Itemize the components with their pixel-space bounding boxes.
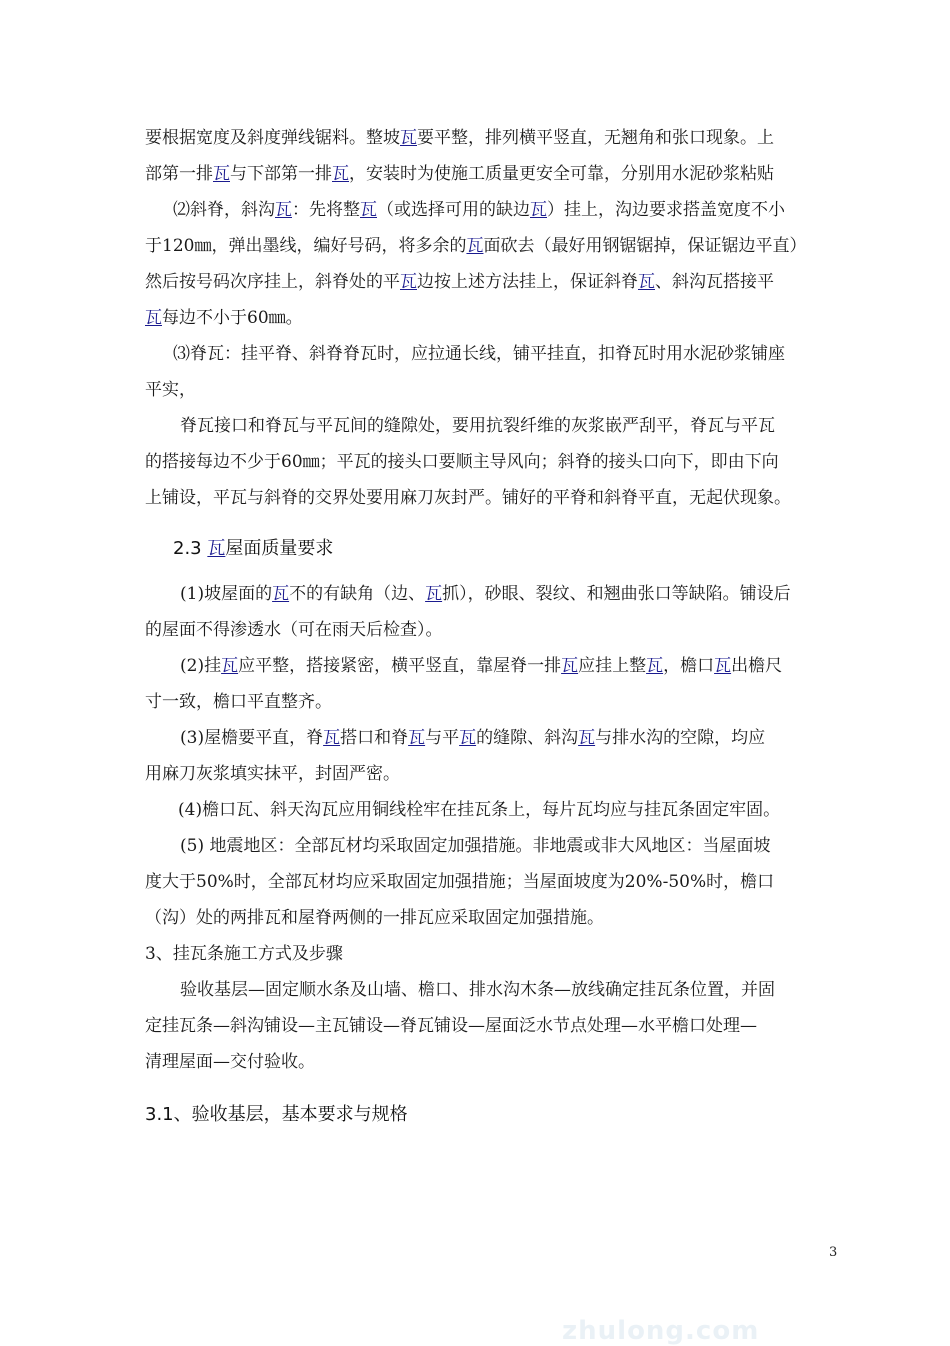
term-link[interactable]: 瓦 — [530, 200, 547, 220]
text-run: 于120㎜，弹出墨线，编好号码，将多余的 — [145, 236, 467, 256]
paragraph-line — [173, 344, 785, 364]
page-number: 3 — [829, 1245, 838, 1260]
paragraph-line — [145, 128, 774, 148]
term-link[interactable]: 瓦 — [145, 308, 162, 328]
paragraph-line — [145, 908, 604, 928]
text-run: (2)挂 — [180, 656, 222, 676]
text-run: 的屋面不得渗透水（可在雨天后检查）。 — [145, 620, 443, 640]
paragraph-line — [180, 416, 775, 436]
text-run: 与排水沟的空隙，均应 — [595, 728, 766, 748]
paragraph-line — [180, 836, 770, 856]
text-run: 不的有缺角（边、 — [289, 584, 426, 604]
term-link[interactable]: 瓦 — [323, 728, 341, 748]
term-link[interactable]: 瓦 — [400, 128, 417, 148]
term-link[interactable]: 瓦 — [360, 200, 377, 220]
text-run: 每边不小于60㎜。 — [162, 308, 303, 328]
text-run: 脊瓦接口和脊瓦与平瓦间的缝隙处，要用抗裂纤维的灰浆嵌严刮平，脊瓦与平瓦 — [180, 416, 775, 436]
section-heading — [173, 538, 333, 560]
text-run: 然后按号码次序挂上，斜脊处的平 — [145, 272, 400, 292]
term-link[interactable]: 瓦 — [638, 272, 655, 292]
term-link[interactable]: 瓦 — [561, 656, 579, 676]
term-link[interactable]: 瓦 — [646, 656, 664, 676]
paragraph-line — [145, 164, 774, 184]
text-run: ⑵斜脊，斜沟 — [173, 200, 275, 220]
term-link[interactable]: 瓦 — [714, 656, 732, 676]
term-link[interactable]: 瓦 — [332, 164, 349, 184]
text-run: ，檐口 — [663, 656, 715, 676]
term-link[interactable]: 瓦 — [275, 200, 292, 220]
text-run: 3.1、验收基层，基本要求与规格 — [145, 1104, 408, 1125]
text-run: ⑶脊瓦：挂平脊、斜脊脊瓦时，应拉通长线，铺平挂直，扣脊瓦时用水泥砂浆铺座 — [173, 344, 785, 364]
text-run: 平实， — [145, 380, 196, 400]
text-run: 的缝隙、斜沟 — [476, 728, 579, 748]
text-run: 度大于50%时，全部瓦材均应采取固定加强措施；当屋面坡度为20%-50%时，檐口 — [145, 872, 775, 892]
watermark: zhulong.com — [562, 1316, 760, 1346]
text-run: 抓），砂眼、裂纹、和翘曲张口等缺陷。铺设后 — [442, 584, 791, 604]
text-run: 清理屋面—交付验收。 — [145, 1052, 315, 1072]
paragraph-line — [145, 764, 400, 784]
text-run: 上铺设，平瓦与斜脊的交界处要用麻刀灰封严。铺好的平脊和斜脊平直，无起伏现象。 — [145, 488, 791, 508]
text-run: 3、挂瓦条施工方式及步骤 — [145, 944, 343, 964]
text-run: 应挂上整 — [578, 656, 647, 676]
term-link[interactable]: 瓦 — [459, 728, 477, 748]
text-run: 出檐尺 — [731, 656, 783, 676]
text-run: 寸一致，檐口平直整齐。 — [145, 692, 332, 712]
paragraph-line — [173, 200, 785, 220]
paragraph-line — [178, 800, 780, 820]
term-link[interactable]: 瓦 — [408, 728, 426, 748]
text-run: 部第一排 — [145, 164, 213, 184]
text-run: 与下部第一排 — [230, 164, 332, 184]
term-link[interactable]: 瓦 — [578, 728, 596, 748]
text-run: 用麻刀灰浆填实抹平，封固严密。 — [145, 764, 400, 784]
paragraph-line — [145, 488, 791, 508]
paragraph-line — [145, 452, 779, 472]
paragraph-line — [145, 1016, 757, 1036]
paragraph-line — [145, 620, 443, 640]
text-run: ，安装时为使施工质量更安全可靠，分别用水泥砂浆粘贴 — [349, 164, 774, 184]
term-link[interactable]: 瓦 — [221, 656, 239, 676]
paragraph-line — [180, 656, 782, 676]
text-run: 、斜沟瓦搭接平 — [655, 272, 774, 292]
text-run: (1)坡屋面的 — [180, 584, 273, 604]
text-run: 定挂瓦条—斜沟铺设—主瓦铺设—脊瓦铺设—屋面泛水节点处理—水平檐口处理— — [145, 1016, 757, 1036]
paragraph-line — [145, 944, 343, 964]
paragraph-line — [180, 728, 765, 748]
paragraph-line — [180, 584, 791, 604]
text-run: 面砍去（最好用钢锯锯掉，保证锯边平直） — [483, 236, 807, 256]
text-run: 验收基层—固定顺水条及山墙、檐口、排水沟木条—放线确定挂瓦条位置，并固 — [180, 980, 775, 1000]
text-run: ：先将整 — [292, 200, 360, 220]
text-run: 要平整，排列横平竖直，无翘角和张口现象。上 — [417, 128, 774, 148]
text-run: 边按上述方法挂上，保证斜脊 — [417, 272, 638, 292]
text-run: 搭口和脊 — [340, 728, 409, 748]
term-link[interactable]: 瓦 — [400, 272, 417, 292]
paragraph-line — [145, 272, 774, 292]
term-link[interactable]: 瓦 — [207, 538, 226, 559]
paragraph-line — [180, 980, 775, 1000]
text-run: 的搭接每边不少于60㎜；平瓦的接头口要顺主导风向；斜脊的接头口向下，即由下向 — [145, 452, 779, 472]
paragraph-line — [145, 308, 303, 328]
paragraph-line — [145, 872, 774, 892]
text-run: 2.3 — [173, 538, 208, 559]
term-link[interactable]: 瓦 — [466, 236, 484, 256]
text-run: (3)屋檐要平直，脊 — [180, 728, 324, 748]
paragraph-line — [145, 236, 806, 256]
term-link[interactable]: 瓦 — [425, 584, 443, 604]
term-link[interactable]: 瓦 — [272, 584, 290, 604]
text-run: 与平 — [425, 728, 460, 748]
text-run: (5) 地震地区：全部瓦材均采取固定加强措施。非地震或非大风地区：当屋面坡 — [180, 836, 771, 856]
text-run: (4)檐口瓦、斜天沟瓦应用铜线栓牢在挂瓦条上，每片瓦均应与挂瓦条固定牢固。 — [178, 800, 781, 820]
paragraph-line — [145, 692, 332, 712]
text-run: 应平整，搭接紧密，横平竖直，靠屋脊一排 — [238, 656, 562, 676]
text-run: ）挂上，沟边要求搭盖宽度不小 — [547, 200, 785, 220]
paragraph-line — [145, 1052, 315, 1072]
section-heading — [145, 1104, 408, 1126]
paragraph-line — [145, 380, 196, 400]
text-run: 屋面质量要求 — [225, 538, 334, 559]
text-run: （沟）处的两排瓦和屋脊两侧的一排瓦应采取固定加强措施。 — [145, 908, 604, 928]
text-run: （或选择可用的缺边 — [377, 200, 530, 220]
term-link[interactable]: 瓦 — [213, 164, 230, 184]
text-run: 要根据宽度及斜度弹线锯料。整坡 — [145, 128, 400, 148]
